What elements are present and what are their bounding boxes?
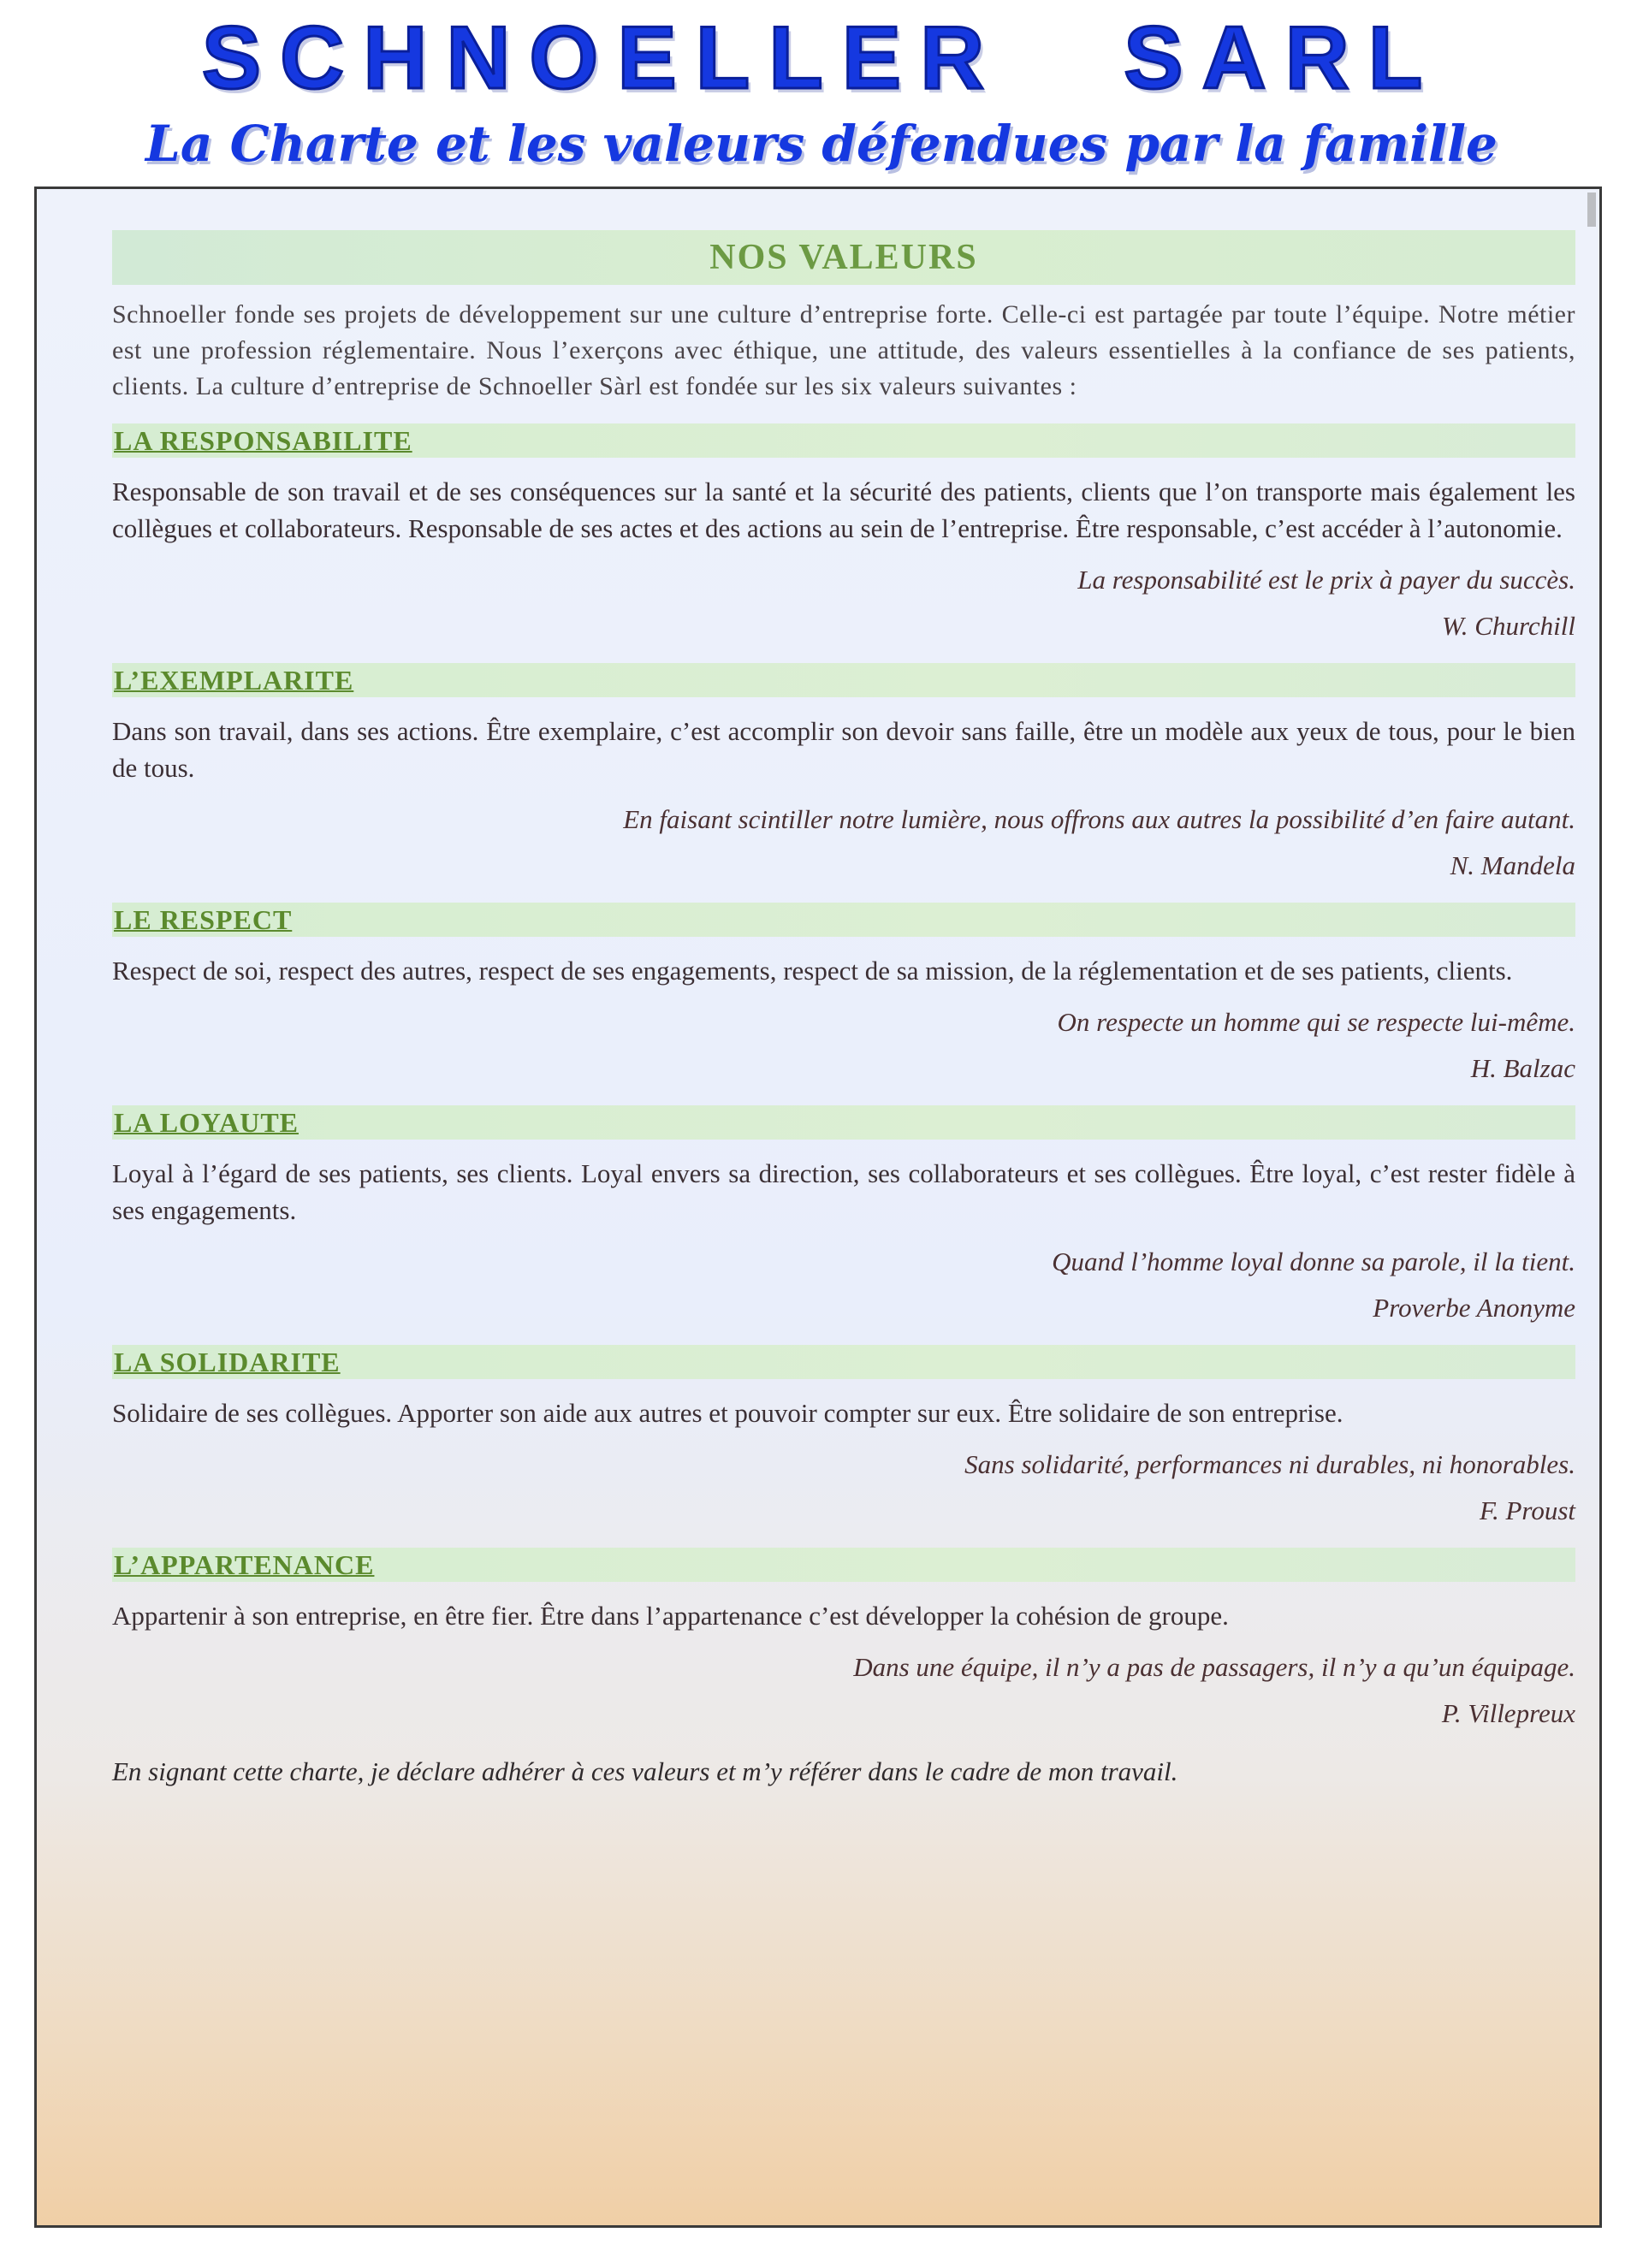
- section-heading-band: [112, 1345, 1575, 1379]
- section-quote: On respecte un homme qui se respecte lui-même.: [1057, 1007, 1575, 1037]
- section-heading-band: [112, 1548, 1575, 1582]
- section-body: Solidaire de ses collègues. Apporter son aide aux autres et pouvoir compter sur eux. Être solidaire de son entreprise.: [112, 1398, 1343, 1428]
- section-body: Responsable de son travail et de ses conséquences sur la santé et la sécurité des patients, clients que l’on transporte mais également les collègues et collaborateurs. Responsable de ses actes et des actions au sein de l’entreprise. Être responsable, c’est accéder à l’autonomie.: [112, 477, 1575, 543]
- section-body: Appartenir à son entreprise, en être fier. Être dans l’appartenance c’est développer la cohésion de groupe.: [112, 1601, 1229, 1631]
- section-heading: L’EXEMPLARITE: [114, 665, 354, 696]
- quote-author: F. Proust: [1480, 1495, 1575, 1525]
- section-body: Loyal à l’égard de ses patients, ses clients. Loyal envers sa direction, ses collaborateurs et ses collègues. Être loyal, c’est rester fidèle à ses engagements.: [112, 1158, 1575, 1225]
- section-heading: LE RESPECT: [114, 904, 293, 935]
- section-exemplarite: [112, 663, 1575, 884]
- quote-author: Proverbe Anonyme: [1373, 1293, 1575, 1323]
- section-body: Respect de soi, respect des autres, respect de ses engagements, respect de sa mission, de la réglementation et de ses patients, clients.: [112, 956, 1513, 986]
- page-title: SCHNOELLER SARL: [201, 9, 1442, 108]
- section-appartenance: [112, 1548, 1575, 1732]
- section-quote: La responsabilité est le prix à payer du succès.: [1077, 565, 1575, 595]
- section-heading-band: [112, 663, 1575, 697]
- section-quote: Quand l’homme loyal donne sa parole, il la tient.: [1052, 1247, 1575, 1276]
- section-heading-band: [112, 1105, 1575, 1140]
- document-title: NOS VALEURS: [112, 230, 1575, 285]
- section-loyaute: [112, 1105, 1575, 1326]
- section-solidarite: [112, 1345, 1575, 1529]
- section-quote: En faisant scintiller notre lumière, nous offrons aux autres la possibilité d’en faire autant.: [623, 804, 1575, 834]
- section-heading: LA RESPONSABILITE: [114, 425, 412, 456]
- section-heading-band: [112, 423, 1575, 458]
- quote-author: P. Villepreux: [1441, 1698, 1575, 1728]
- section-responsabilite: [112, 423, 1575, 644]
- closing-statement: En signant cette charte, je déclare adhérer à ces valeurs et m’y référer dans le cadre de mon travail.: [112, 1756, 1178, 1786]
- quote-author: N. Mandela: [1450, 850, 1575, 880]
- section-heading: LA SOLIDARITE: [114, 1347, 341, 1377]
- section-quote: Dans une équipe, il n’y a pas de passagers, il n’y a qu’un équipage.: [853, 1652, 1575, 1682]
- section-heading: L’APPARTENANCE: [114, 1549, 375, 1580]
- page-subtitle: La Charte et les valeurs défendues par la famille: [145, 115, 1498, 173]
- document-content: [112, 230, 1575, 1790]
- section-body: Dans son travail, dans ses actions. Être exemplaire, c’est accomplir son devoir sans faille, être un modèle aux yeux de tous, pour le bien de tous.: [112, 716, 1575, 783]
- section-heading-band: [112, 903, 1575, 937]
- document-edge-mark: [1587, 192, 1596, 227]
- section-heading: LA LOYAUTE: [114, 1107, 299, 1138]
- section-respect: [112, 903, 1575, 1087]
- intro-paragraph: Schnoeller fonde ses projets de développement sur une culture d’entreprise forte. Celle-ci est partagée par toute l’équipe. Notre métier est une profession réglementaire. Nous l’exerçons avec éthique, une attitude, des valeurs essentielles à la confiance de ses patients, clients. La culture d’entreprise de Schnoeller Sàrl est fondée sur les six valeurs suivantes :: [112, 300, 1575, 400]
- section-quote: Sans solidarité, performances ni durables, ni honorables.: [964, 1449, 1575, 1479]
- quote-author: H. Balzac: [1470, 1053, 1575, 1083]
- charter-document: [34, 187, 1602, 2228]
- quote-author: W. Churchill: [1441, 611, 1575, 641]
